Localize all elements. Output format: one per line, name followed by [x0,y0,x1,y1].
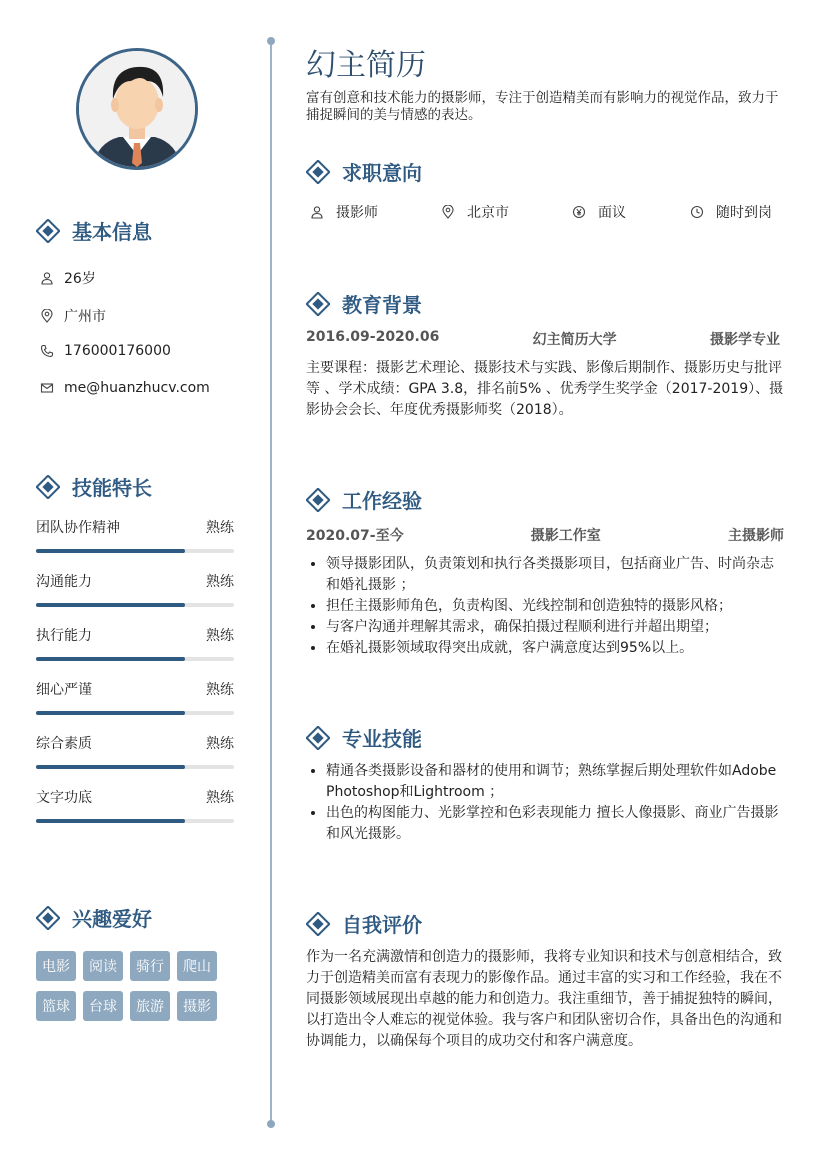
phone-icon [40,344,54,358]
location-icon [441,205,455,219]
self-eval-text: 作为一名充满激情和创造力的摄影师，我将专业知识和技术与创意相结合，致力于创造精美而富有表现力的影像作品。通过丰富的实习和工作经验，我在不同摄影领域展现出卓越的能力和创造力。我注重细节，善于捕捉独特的瞬间，以打造出令人难忘的视觉体验。我与客户和团队密切合作，具备出色的沟通和协调能力，以确保每个项目的成功交付和客户满意度。 [306,949,782,1049]
hobbies-title: 兴趣爱好 [72,907,152,931]
avatar [76,48,198,170]
skill-bar [36,711,234,715]
education-meta: 2016.09-2020.06 幻主简历大学 摄影学专业 [306,329,780,348]
self-eval-title: 自我评价 [342,913,422,937]
avatar-illustration [79,51,195,167]
intent-salary: 面议 [572,202,626,222]
diamond-icon [306,292,330,316]
location-icon [40,309,54,323]
skill-bar [36,603,234,607]
basic-info-title: 基本信息 [72,220,152,244]
diamond-icon [36,219,60,243]
skill-bar-fill [36,603,185,607]
education-details: 主要课程：摄影艺术理论、摄影技术与实践、影像后期制作、摄影历史与批评等 、学术成绩：GPA 3.8，排名前5% 、优秀学生奖学金（2017-2019）、摄影协会会长、年度优秀摄影师奖（2018）。 [306,360,784,418]
diamond-icon [306,726,330,750]
skill-item: 综合素质 熟练 [36,733,234,769]
skill-bar-fill [36,711,185,715]
summary: 富有创意和技术能力的摄影师，专注于创造精美而有影响力的视觉作品，致力于捕捉瞬间的美与情感的表达。 [306,90,779,123]
intent-availability: 随时到岗 [690,202,772,222]
pro-skills-heading [306,723,422,752]
skills-heading [36,472,152,501]
timeline-bottom-dot [267,1120,275,1128]
skill-bar-fill [36,765,185,769]
list-item: • 领导摄影团队，负责策划和执行各类摄影项目，包括商业广告、时尚杂志和婚礼摄影 ； [326,554,782,596]
skill-bar [36,819,234,823]
page-title: 幻主简历 [306,48,426,83]
hobby-tag: 骑行 [130,951,170,981]
skill-bar [36,549,234,553]
work-heading [306,485,422,514]
person-icon [310,205,324,219]
timeline-line [270,40,272,1124]
skill-item: 细心严谨 熟练 [36,679,234,715]
hobby-tag: 摄影 [177,991,217,1021]
hobbies-heading [36,903,152,932]
info-email: me@huanzhucv.com [40,380,210,396]
hobby-tags-row-1 [36,951,224,981]
list-item: • 精通各类摄影设备和器材的使用和调节；熟练掌握后期处理软件如Adobe Photoshop和Lightroom ； [326,761,782,803]
skill-item: 执行能力 熟练 [36,625,234,661]
clock-icon [690,205,704,219]
work-meta: 2020.07-至今 摄影工作室 主摄影师 [306,528,784,544]
skill-item: 团队协作精神 熟练 [36,517,234,553]
email-icon [40,381,54,395]
job-intent-heading [306,157,422,186]
skill-bar [36,657,234,661]
skill-bar [36,765,234,769]
self-eval-heading [306,909,422,938]
info-age: 26岁 [40,268,96,288]
diamond-icon [306,912,330,936]
skills-title: 技能特长 [72,476,152,500]
hobby-tag: 台球 [83,991,123,1021]
timeline-top-dot [267,37,275,45]
education-title: 教育背景 [342,293,422,317]
education-heading [306,289,422,318]
diamond-icon [306,160,330,184]
skill-item: 沟通能力 熟练 [36,571,234,607]
diamond-icon [36,906,60,930]
person-icon [40,271,54,285]
hobby-tags-row-2 [36,991,224,1021]
diamond-icon [36,475,60,499]
job-intent-title: 求职意向 [342,161,422,185]
list-item: • 在婚礼摄影领域取得突出成就，客户满意度达到95%以上。 [326,638,782,659]
work-bullets [306,554,782,659]
intent-city: 北京市 [441,202,509,222]
info-city: 广州市 [40,306,106,326]
info-phone: 176000176000 [40,343,171,359]
yuan-icon [572,205,586,219]
skill-bar-fill [36,549,185,553]
skill-bar-fill [36,819,185,823]
list-item: • 担任主摄影师角色，负责构图、光线控制和创造独特的摄影风格； [326,596,782,617]
pro-skills-bullets [306,761,782,845]
diamond-icon [306,488,330,512]
list-item: • 出色的构图能力、光影掌控和色彩表现能力 擅长人像摄影、商业广告摄影和风光摄影。 [326,803,782,845]
hobby-tag: 爬山 [177,951,217,981]
list-item: • 与客户沟通并理解其需求，确保拍摄过程顺利进行并超出期望； [326,617,782,638]
skill-item: 文字功底 熟练 [36,787,234,823]
pro-skills-title: 专业技能 [342,727,422,751]
hobby-tag: 篮球 [36,991,76,1021]
skill-bar-fill [36,657,185,661]
hobby-tag: 阅读 [83,951,123,981]
hobby-tag: 电影 [36,951,76,981]
work-title: 工作经验 [342,489,422,513]
hobby-tag: 旅游 [130,991,170,1021]
basic-info-heading [36,216,152,245]
intent-position: 摄影师 [310,202,378,222]
